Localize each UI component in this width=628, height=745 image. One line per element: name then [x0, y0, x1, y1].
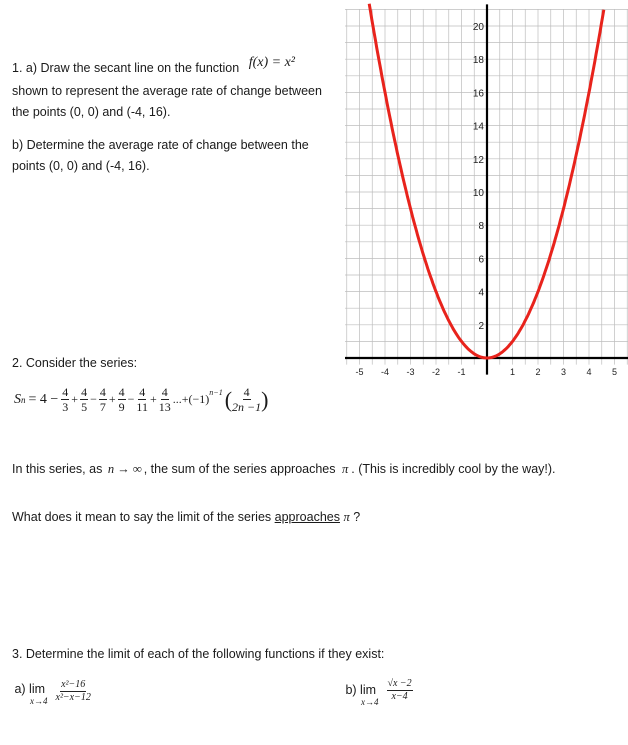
- q1-a-line1: [12, 55, 295, 77]
- limit-sentence-a: In this series, as: [12, 462, 103, 476]
- q2-heading: 2. Consider the series:: [12, 356, 138, 370]
- series-term-num: 4: [99, 385, 106, 399]
- q1-a-line2: shown to represent the average rate of change between: [12, 84, 322, 98]
- series-term: [136, 386, 148, 413]
- q1-b-line1: b) Determine the average rate of change between the: [12, 138, 309, 152]
- y-tick-label: 14: [472, 121, 484, 133]
- q3-a-sub: x→4: [30, 696, 48, 706]
- x-tick-label: 1: [509, 367, 516, 377]
- q3-b-fraction: [387, 679, 413, 702]
- series-term-num: 4: [161, 385, 168, 399]
- series-term-den: 7: [99, 400, 106, 414]
- series-term-den: 11: [136, 400, 148, 414]
- series-term-den: 9: [118, 400, 125, 414]
- question-text: What does it mean to say the limit of the series: [12, 510, 272, 524]
- series-term: [159, 386, 171, 413]
- q3-a-fraction: [56, 680, 91, 703]
- series-term: [118, 386, 126, 413]
- q1-function: f(x) = x²: [248, 55, 295, 70]
- x-tick-label: -3: [406, 367, 415, 377]
- y-tick-label: 8: [478, 221, 484, 233]
- parabola-graph: [345, 0, 628, 385]
- series-term: [80, 386, 88, 413]
- y-tick-label: 18: [472, 55, 484, 67]
- q3-part-a: [12, 679, 91, 706]
- q3-b-label: b) lim: [345, 683, 377, 697]
- series-sign: −: [127, 392, 135, 406]
- series-last-term: [232, 386, 261, 413]
- y-tick-label: 4: [478, 287, 484, 299]
- limit-math: n → ∞: [107, 462, 142, 476]
- series-sign: −: [90, 392, 97, 406]
- series-tail-exp: n−1: [209, 388, 223, 397]
- series-terms: [61, 386, 170, 413]
- x-tick-label: 4: [586, 367, 592, 377]
- series-sign: +: [149, 392, 157, 406]
- series-term-den: 5: [81, 400, 88, 414]
- series-s: S: [14, 391, 21, 407]
- series-term-den: 13: [158, 400, 171, 414]
- q1-b-line2: points (0, 0) and (-4, 16).: [12, 159, 150, 173]
- q3-heading: 3. Determine the limit of each of the following functions if they exist:: [12, 647, 385, 661]
- series-term: [99, 386, 107, 413]
- series-first: = 4 −: [28, 391, 59, 407]
- series-sign: +: [108, 392, 116, 406]
- x-tick-label: -2: [431, 367, 441, 377]
- q1-a-text: 1. a) Draw the secant line on the function: [12, 61, 240, 75]
- question-mark: ?: [353, 510, 361, 524]
- series-tail: ...+(−1): [172, 392, 210, 406]
- q3-b-den: x−4: [391, 691, 408, 702]
- y-tick-label: 20: [472, 22, 484, 33]
- x-tick-label: 3: [560, 367, 567, 377]
- limit-sentence-c: . (This is incredibly cool by the way!).: [351, 462, 556, 476]
- q2-question: [12, 510, 360, 525]
- x-tick-label: -5: [355, 367, 364, 377]
- series-term-num: 4: [118, 385, 125, 399]
- question-pi: π: [343, 510, 350, 524]
- y-tick-label: 6: [478, 254, 484, 266]
- q1-a-line3: the points (0, 0) and (-4, 16).: [12, 105, 171, 119]
- y-tick-label: 10: [472, 188, 484, 199]
- x-tick-label: 5: [611, 367, 618, 377]
- x-tick-label: -4: [380, 367, 390, 377]
- y-tick-label: 12: [472, 154, 484, 166]
- series-s-sub: n: [21, 394, 26, 405]
- q2-limit-sentence: [12, 462, 556, 477]
- pi-symbol: π: [342, 462, 349, 476]
- y-tick-label: 16: [472, 88, 484, 100]
- series-term-num: 4: [62, 385, 69, 399]
- q3-a-den: x²−x−12: [55, 692, 91, 703]
- series-term-num: 4: [139, 385, 146, 399]
- q3-part-b: [343, 678, 413, 707]
- y-tick-label: 2: [478, 320, 484, 332]
- x-tick-label: 2: [535, 367, 541, 377]
- series-last-num: 4: [243, 385, 250, 399]
- series-formula: S n = 4 − $\frac{4}{3}$ + $\frac{4}{5}$ − $\frac{4}{7}$ + $\frac{4}{9}$ − $\frac{4}{11}$ + $\frac{4}{13}$ ...+(−1) $^{n-1}$ ( $\frac{4}{2n -1}$ ): [14, 385, 269, 414]
- q3-b-num: √x −2: [387, 678, 412, 689]
- question-underlined: approaches: [274, 510, 340, 524]
- x-tick-label: -1: [457, 367, 466, 377]
- series-sign: +: [71, 392, 79, 406]
- graph-y-tick-labels: [473, 22, 485, 332]
- series-last-den: 2n −1: [232, 400, 262, 414]
- series-term: [61, 386, 69, 413]
- q3-b-sub: x→4: [361, 697, 379, 707]
- q3-a-label: a) lim: [14, 682, 46, 696]
- q3-a-num: x²−16: [61, 679, 86, 690]
- graph-axes: [345, 4, 628, 374]
- limit-sentence-b: , the sum of the series approaches: [143, 462, 336, 476]
- series-term-num: 4: [81, 385, 88, 399]
- series-term-den: 3: [62, 400, 69, 414]
